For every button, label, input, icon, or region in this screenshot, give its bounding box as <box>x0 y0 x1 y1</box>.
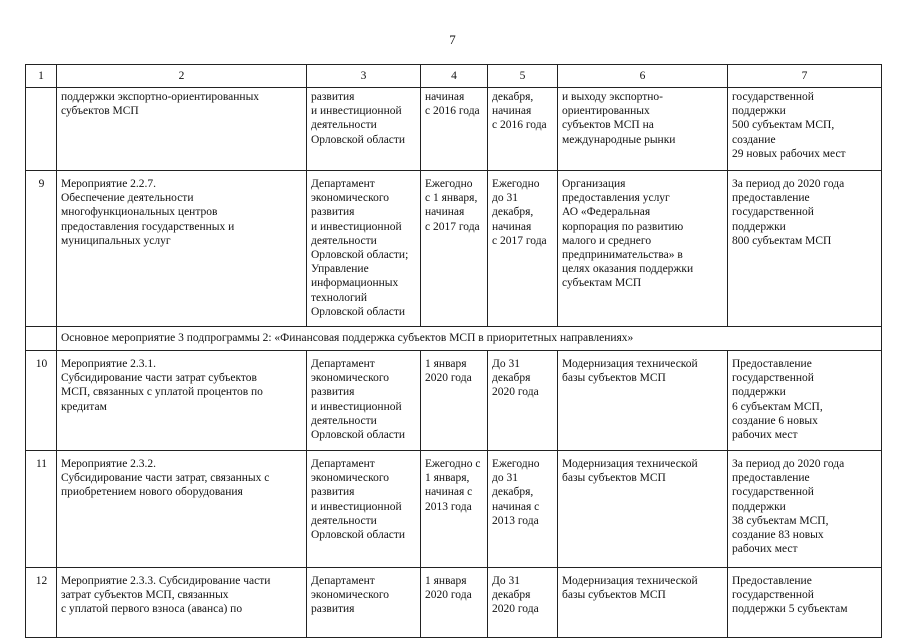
start-date-cell: начиная с 2016 года <box>421 88 488 171</box>
executor-cell: Департамент экономического развития и инвестиционной деятельности Орловской области <box>307 451 421 568</box>
indicator-cell: За период до 2020 года предоставление государственной поддержки 38 субъектам МСП, создание 83 новых рабочих мест <box>728 451 882 568</box>
result-cell: Модернизация технической базы субъектов МСП <box>558 351 728 451</box>
table-row <box>26 451 882 568</box>
end-date-cell: Ежегодно до 31 декабря, начиная с 2017 года <box>488 171 558 327</box>
activity-cell: Мероприятие 2.3.3. Субсидирование части затрат субъектов МСП, связанных с уплатой первого взноса (аванса) по <box>57 568 307 638</box>
activity-cell: Мероприятие 2.3.2. Субсидирование части затрат, связанных с приобретением нового оборудования <box>57 451 307 568</box>
table-row <box>26 568 882 638</box>
table-row <box>26 351 882 451</box>
row-number <box>26 327 57 351</box>
start-date-cell: 1 января 2020 года <box>421 568 488 638</box>
indicator-cell: Предоставление государственной поддержки 5 субъектам <box>728 568 882 638</box>
end-date-cell: Ежегодно до 31 декабря, начиная с 2013 года <box>488 451 558 568</box>
table-row <box>26 171 882 327</box>
measures-table <box>25 64 882 638</box>
executor-cell: Департамент экономического развития и инвестиционной деятельности Орловской области; Управление информационных технологий Орловской области <box>307 171 421 327</box>
result-cell: Модернизация технической базы субъектов МСП <box>558 451 728 568</box>
row-number <box>26 88 57 171</box>
executor-cell: Департамент экономического развития и инвестиционной деятельности Орловской области <box>307 351 421 451</box>
end-date-cell: До 31 декабря 2020 года <box>488 568 558 638</box>
header-cell: 7 <box>728 65 882 88</box>
result-cell: и выходу экспортно- ориентированных субъектов МСП на международные рынки <box>558 88 728 171</box>
indicator-cell: Предоставление государственной поддержки 6 субъектам МСП, создание 6 новых рабочих мест <box>728 351 882 451</box>
result-cell: Модернизация технической базы субъектов МСП <box>558 568 728 638</box>
activity-cell: Мероприятие 2.2.7. Обеспечение деятельности многофункциональных центров предоставления государственных и муниципальных услуг <box>57 171 307 327</box>
header-cell: 3 <box>307 65 421 88</box>
end-date-cell: До 31 декабря 2020 года <box>488 351 558 451</box>
section-row <box>26 327 882 351</box>
section-title: Основное мероприятие 3 подпрограммы 2: «Финансовая поддержка субъектов МСП в приоритетных направлениях» <box>57 327 882 351</box>
start-date-cell: Ежегодно с 1 января, начиная с 2013 года <box>421 451 488 568</box>
header-cell: 6 <box>558 65 728 88</box>
row-number: 9 <box>26 171 57 327</box>
header-cell: 2 <box>57 65 307 88</box>
table-header-row <box>26 65 882 88</box>
page-number: 7 <box>449 32 456 47</box>
row-number: 12 <box>26 568 57 638</box>
table-row <box>26 88 882 171</box>
indicator-cell: государственной поддержки 500 субъектам МСП, создание 29 новых рабочих мест <box>728 88 882 171</box>
header-cell: 4 <box>421 65 488 88</box>
row-number: 11 <box>26 451 57 568</box>
header-cell: 5 <box>488 65 558 88</box>
executor-cell: Департамент экономического развития <box>307 568 421 638</box>
end-date-cell: декабря, начиная с 2016 года <box>488 88 558 171</box>
result-cell: Организация предоставления услуг АО «Федеральная корпорация по развитию малого и среднего предпринимательства» в целях оказания поддержки субъектам МСП <box>558 171 728 327</box>
row-number: 10 <box>26 351 57 451</box>
executor-cell: развития и инвестиционной деятельности Орловской области <box>307 88 421 171</box>
start-date-cell: Ежегодно с 1 января, начиная с 2017 года <box>421 171 488 327</box>
activity-cell: поддержки экспортно-ориентированных субъектов МСП <box>57 88 307 171</box>
activity-cell: Мероприятие 2.3.1. Субсидирование части затрат субъектов МСП, связанных с уплатой процентов по кредитам <box>57 351 307 451</box>
header-cell: 1 <box>26 65 57 88</box>
start-date-cell: 1 января 2020 года <box>421 351 488 451</box>
indicator-cell: За период до 2020 года предоставление государственной поддержки 800 субъектам МСП <box>728 171 882 327</box>
